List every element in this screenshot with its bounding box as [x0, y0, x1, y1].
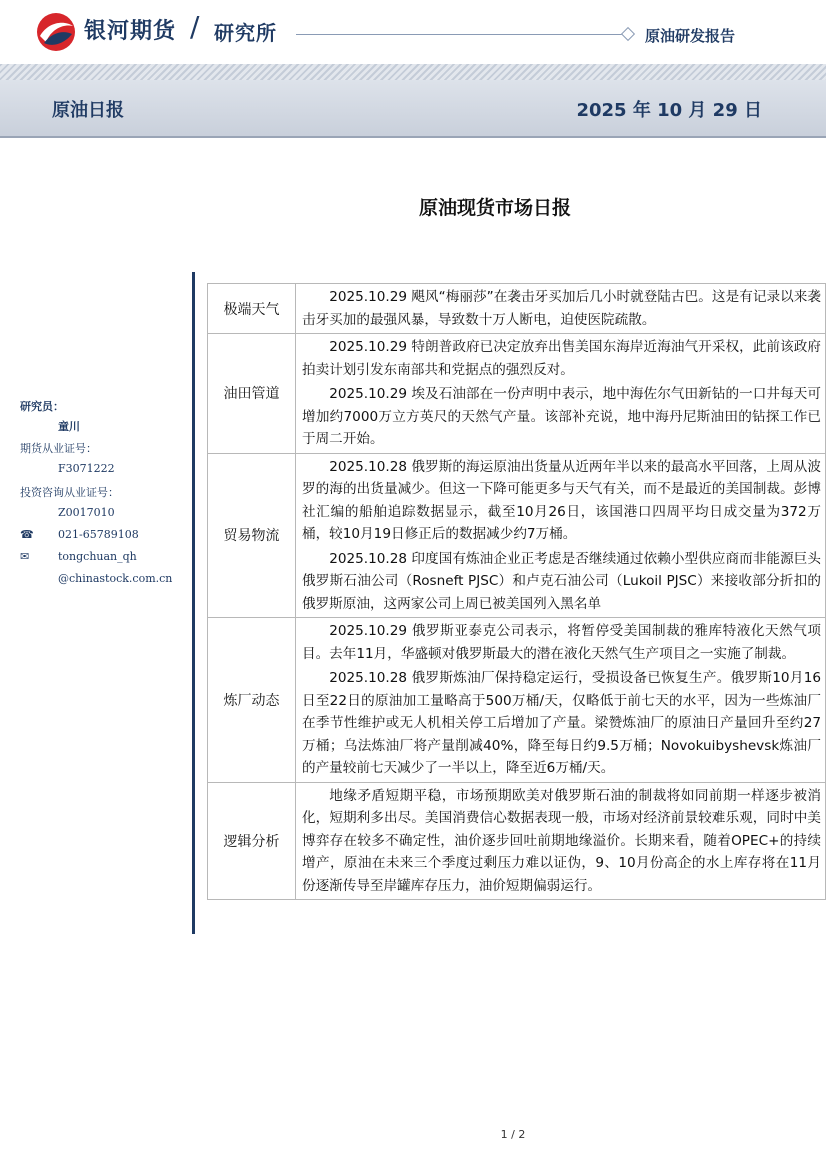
row-category: 极端天气 — [208, 284, 296, 334]
header-rule — [296, 34, 624, 35]
row-content — [296, 618, 826, 783]
document-title: 原油现货市场日报 — [418, 197, 571, 219]
vertical-divider — [192, 272, 195, 934]
header-stripe-band — [0, 64, 826, 80]
email-row — [20, 550, 40, 563]
phone-icon: ☎ — [20, 528, 34, 541]
researcher-name: 童川 — [58, 420, 80, 433]
row-content — [296, 334, 826, 454]
row-content — [296, 453, 826, 618]
news-paragraph: 2025.10.29 俄罗斯亚泰克公司表示，将暂停受美国制裁的雅库特液化天然气项目。去年11月，华盛顿对俄罗斯最大的潜在液化天然气生产项目之一实施了制裁。 — [302, 623, 821, 662]
futures-cert-label: 期货从业证号： — [20, 442, 97, 455]
advisory-cert-label: 投资咨询从业证号： — [20, 486, 119, 499]
diamond-icon — [621, 27, 635, 41]
news-table — [207, 283, 826, 900]
brand-name: 银河期货 — [84, 19, 177, 44]
brand-divider: / — [190, 10, 200, 43]
news-paragraph: 地缘矛盾短期平稳，市场预期欧美对俄罗斯石油的制裁将如同前期一样逐步被消化，短期利多出尽。美国消费信心数据表现一般，市场对经济前景较难乐观，同时中美博弈存在较多不确定性，油价逐步回吐前期地缘溢价。长期来看，随着OPEC+的持续增产，原油在未来三个季度过剩压力难以证伪，9、10月份高企的水上库存将在11月份逐渐传导至岸罐库存压力，油价短期偏弱运行。 — [302, 787, 821, 894]
email-line-2: @chinastock.com.cn — [58, 572, 173, 585]
news-paragraph: 2025.10.29 特朗普政府已决定放弃出售美国东海岸近海油气开采权，此前该政府拍卖计划引发东南部共和党据点的强烈反对。 — [302, 339, 821, 378]
row-content — [296, 284, 826, 334]
row-category: 贸易物流 — [208, 453, 296, 618]
news-paragraph: 2025.10.28 俄罗斯炼油厂保持稳定运行，受损设备已恢复生产。俄罗斯10月16日至22日的原油加工量略高于500万桶/天，仅略低于前七天的水平，因为一些炼油厂在季节性维护或无人机相关停工后增加了产量。梁赞炼油厂的原油日产量回升至约27万桶；乌法炼油厂将产量削减40%，降至每日约9.5万桶；Novokuibyshevsk炼油厂的产量较前七天减少了一半以上，降至近6万桶/天。 — [302, 670, 821, 776]
row-category: 炼厂动态 — [208, 618, 296, 783]
email-line-1: tongchuan_qh — [58, 550, 137, 563]
report-date: 2025 年 10 月 29 日 — [576, 100, 762, 121]
news-paragraph: 2025.10.28 俄罗斯的海运原油出货量从近两年半以来的最高水平回落，上周从波罗的海的出货量减少。但这一下降可能更多与天气有关，而不是最近的美国制裁。彭博社汇编的船舶追踪数据显示，截至10月26日，该国港口四周平均日成交量为372万桶，较10月19日修正后的数据减少约7万桶。 — [302, 458, 821, 542]
table-row — [208, 453, 826, 618]
news-paragraph: 2025.10.28 印度国有炼油企业正考虑是否继续通过依赖小型供应商而非能源巨头俄罗斯石油公司（Rosneft PJSC）和卢克石油公司（Lukoil PJSC）来接收部分折扣的俄罗斯原油，这两家公司上周已被美国列入黑名单 — [302, 550, 821, 612]
department-name: 研究所 — [214, 21, 277, 45]
table-row — [208, 284, 826, 334]
row-category: 油田管道 — [208, 334, 296, 454]
row-category: 逻辑分析 — [208, 782, 296, 900]
futures-cert-number: F3071222 — [58, 462, 115, 475]
table-row — [208, 782, 826, 900]
report-type: 原油研发报告 — [645, 27, 736, 45]
page-number: 1 / 2 — [500, 1128, 526, 1141]
report-series-title: 原油日报 — [52, 100, 124, 121]
researcher-label: 研究员： — [20, 400, 64, 413]
news-paragraph: 2025.10.29 埃及石油部在一份声明中表示，地中海佐尔气田新钻的一口井每天可增加约7000万立方英尺的天然气产量。该部补充说，地中海丹尼斯油田的钻探工作已于周二开始。 — [302, 386, 821, 447]
phone-row — [20, 528, 40, 541]
news-paragraph: 2025.10.29 飓风“梅丽莎”在袭击牙买加后几小时就登陆古巴。这是有记录以来袭击牙买加的最强风暴，导致数十万人断电，迫使医院疏散。 — [302, 289, 821, 328]
row-content — [296, 782, 826, 900]
table-row — [208, 334, 826, 454]
phone-number: 021-65789108 — [58, 528, 139, 541]
table-row — [208, 618, 826, 783]
advisory-cert-number: Z0017010 — [58, 506, 115, 519]
galaxy-futures-logo-icon — [36, 12, 76, 52]
envelope-icon: ✉ — [20, 550, 30, 563]
